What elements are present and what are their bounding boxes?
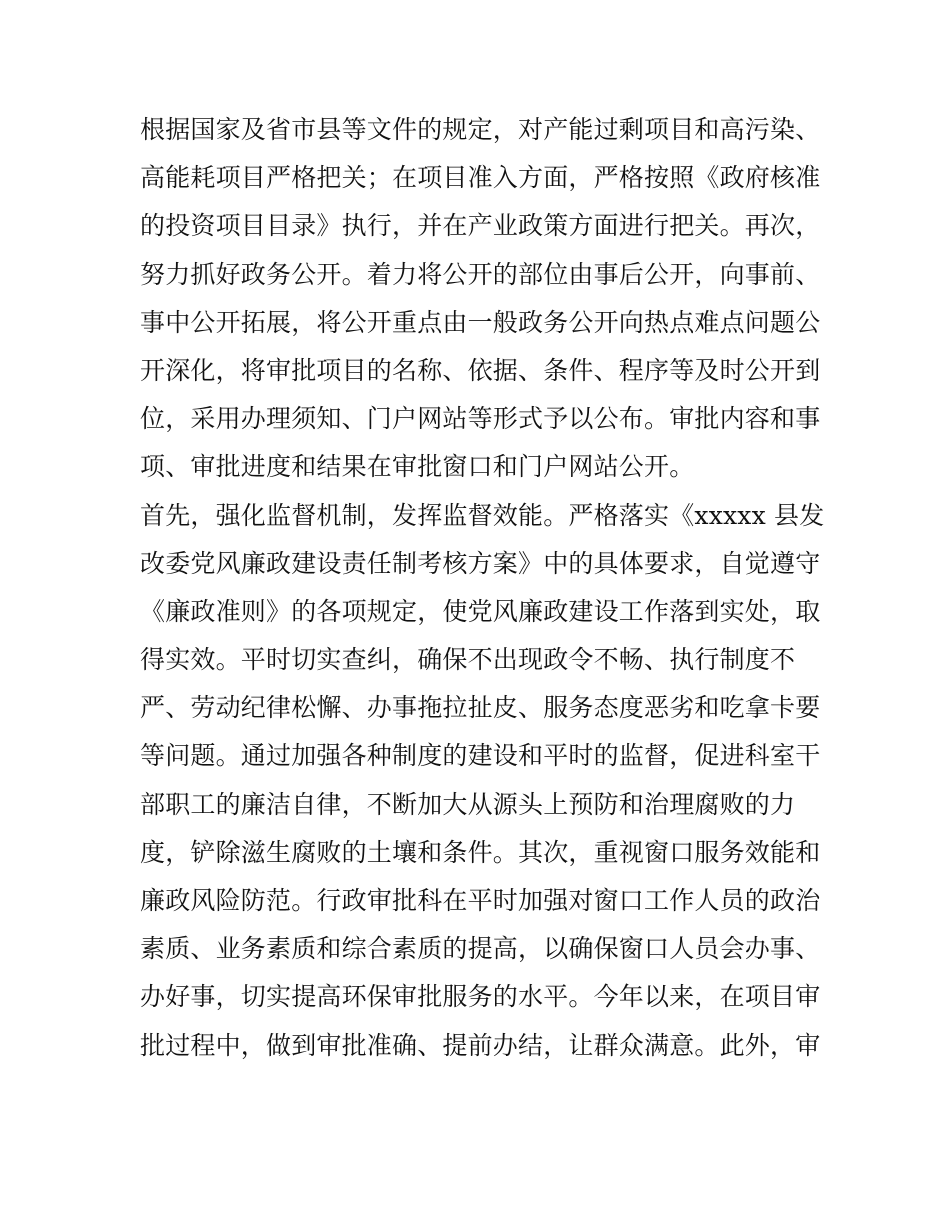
text-line: 首先，强化监督机制，发挥监督效能。严格落实《xxxxx 县发: [140, 500, 825, 530]
text-line: 的投资项目目录》执行，并在产业政策方面进行把关。再次，: [140, 211, 821, 241]
text-line: 等问题。通过加强各种制度的建设和平时的监督，促进科室干: [140, 741, 821, 771]
text-line: 部职工的廉洁自律，不断加大从源头上预防和治理腐败的力: [140, 789, 796, 819]
paragraph-2: [140, 492, 830, 1070]
text-line: 项、审批进度和结果在审批窗口和门户网站公开。: [140, 452, 695, 482]
text-line: 度，铲除滋生腐败的土壤和条件。其次，重视窗口服务效能和: [140, 837, 821, 867]
text-line: 得实效。平时切实查纠，确保不出现政令不畅、执行制度不: [140, 645, 796, 675]
text-line: 根据国家及省市县等文件的规定，对产能过剩项目和高污染、: [140, 115, 821, 144]
text-line: 素质、业务素质和综合素质的提高，以确保窗口人员会办事、: [140, 934, 821, 964]
text-line: 位，采用办理须知、门户网站等形式予以公布。审批内容和事: [140, 404, 821, 434]
text-line: 改委党风廉政建设责任制考核方案》中的具体要求，自觉遵守: [140, 548, 821, 578]
text-line: 努力抓好政务公开。着力将公开的部位由事后公开，向事前、: [140, 259, 821, 289]
text-line: 严、劳动纪律松懈、办事拖拉扯皮、服务态度恶劣和吃拿卡要: [140, 693, 821, 723]
text-line: 廉政风险防范。行政审批科在平时加强对窗口工作人员的政治: [140, 886, 821, 915]
paragraph-1: [140, 106, 830, 492]
text-line: 高能耗项目严格把关；在项目准入方面，严格按照《政府核准: [140, 163, 821, 193]
text-line: 事中公开拓展，将公开重点由一般政务公开向热点难点问题公: [140, 307, 821, 337]
text-line: 开深化，将审批项目的名称、依据、条件、程序等及时公开到: [140, 355, 821, 385]
text-line: 办好事，切实提高环保审批服务的水平。今年以来，在项目审: [140, 982, 821, 1012]
text-line: 批过程中，做到审批准确、提前办结，让群众满意。此外，审: [140, 1030, 821, 1060]
document-body: [140, 106, 830, 1070]
text-line: 《廉政准则》的各项规定，使党风廉政建设工作落到实处，取: [140, 596, 821, 626]
